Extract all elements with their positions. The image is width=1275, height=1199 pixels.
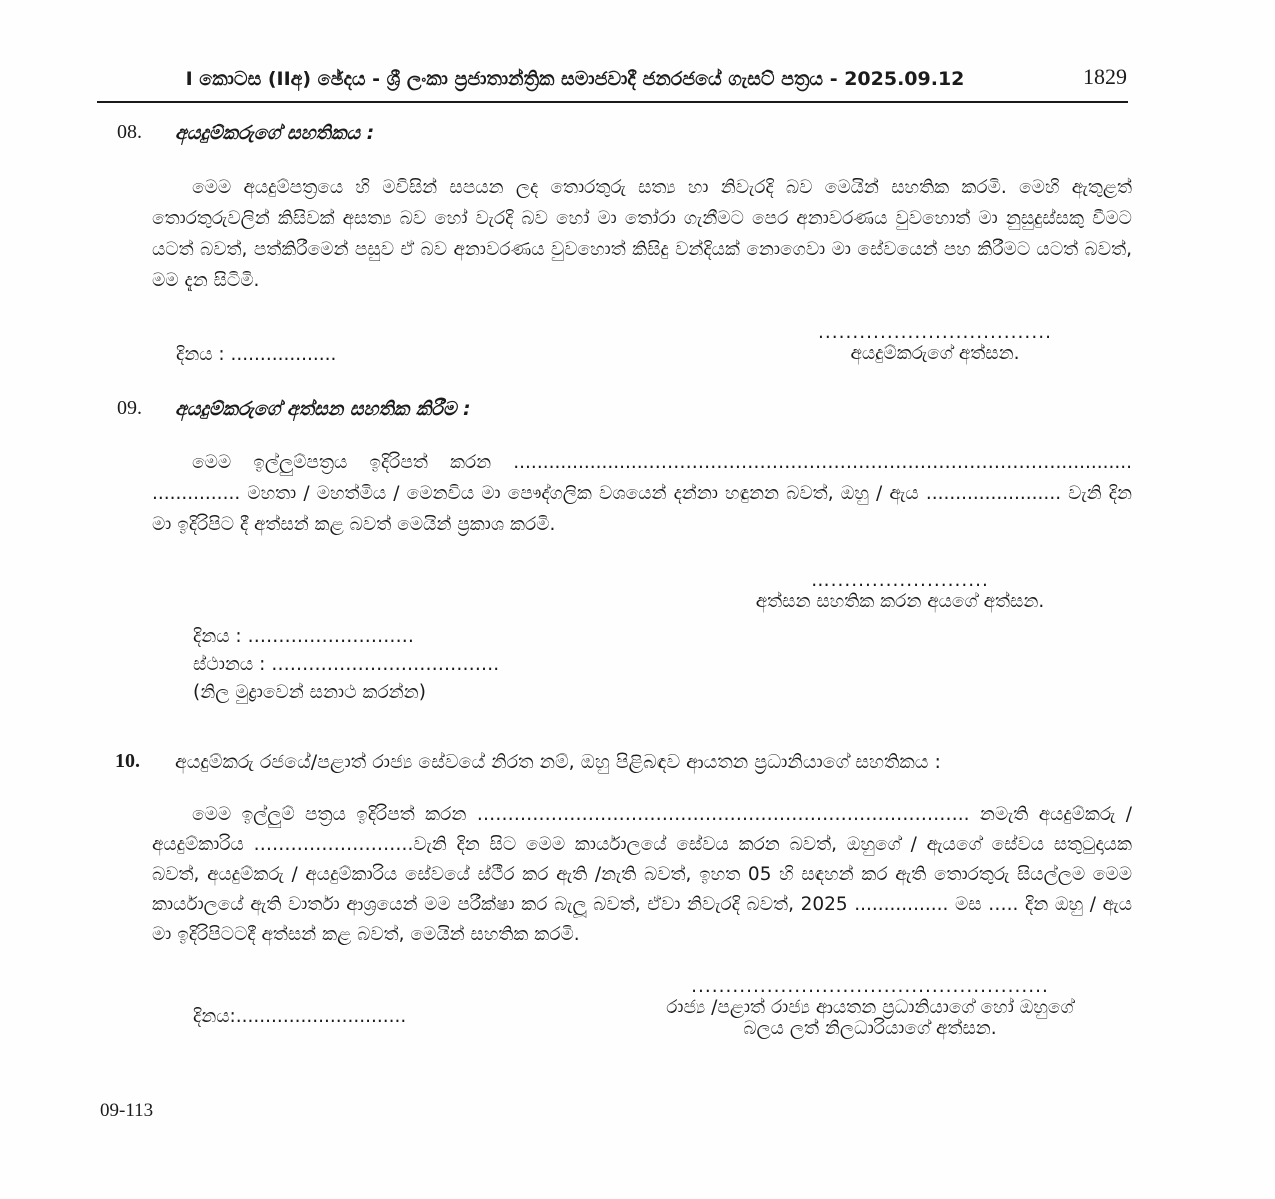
section-08-number: 08. [117,121,142,143]
notice-code: 09-113 [100,1100,154,1121]
applicant-signature-block [805,322,1065,364]
witness-signature-label: අත්සන සහතික කරන අයගේ අත්සන. [755,591,1045,612]
institution-head-signature-line1: රාජ්‍ය /පළාත් රාජ්‍ය ආයතන ප්‍රධානියාගේ හෝ ඔහුගේ [666,997,1074,1018]
section-10-heading: අයදුම්කරු රජයේ/පළාත් රාජ්‍ය සේවයේ නිරත නම්, ඔහු පිළිබඳව ආයතන ප්‍රධානියාගේ සහතිකය : [175,751,941,773]
section-08-body: මෙම අයදුම්පත්‍රයෙ හි මවිසින් සපයන ලද තොරතුරු සත්‍ය හා නිවැරදි බව මෙයින් සහතික කරමි. මෙහි ඇතුළත් තොරතුරුවලින් කිසිවක් අසත්‍ය බව හෝ වැරදි බව හෝ මා තෝරා ගැනීමට පෙර අනාවරණය වුවහොත් මා නුසුදුස්සකු වීමට යටත් බවත්, පත්කිරීමෙන් පසුව ඒ බව අනාවරණය වුවහොත් කිසිදු වන්දියක් නොගෙවා මා සේවයෙන් පහ කිරීමට යටත් බවත්, මම දැන සිටිමි. [152,177,1132,291]
institution-head-signature-dots: .................................................... [691,976,1049,997]
institution-head-signature-line2: බලය ලත් නිලධාරියාගේ අත්සන. [743,1018,997,1039]
section-10-body: මෙම ඉල්ලුම් පත්‍රය ඉදිරිපත් කරන …………………………………………………………………….. නමැති අයදුම්කරු / අයදුම්කාරිය ……………………..වැනි දින සිට මෙම කාර්යාලයේ සේවය කරන බවත්, ඔහුගේ / ඇයගේ සේවය සතුටුදායක බවත්, අයදුම්කරු / අයදුම්කාරිය සේවයේ ස්ථීර කර ඇති /නැති බවත්, ඉහත 05 හි සඳහන් කර ඇති තොරතුරු සියල්ලම මෙම කාර්යාලයේ ඇති වාර්තා ආශ්‍රයෙන් මම පරීක්ෂා කර බැලූ බවත්, ඒවා නිවැරදි බවත්, 2025 ................ මස ….. දින ඔහු / ඇය මා ඉදිරිපිටටදී අත්සන් කළ බවත්, මෙයින් සහතික කරමි. [152,804,1132,945]
page-header-title: I කොටස (IIඅ) ඡේදය - ශ්‍රී ලංකා ප්‍රජාතාන්ත්‍රික සමාජවාදී ජනරජයේ ගැසට් පත්‍රය - 2025.09.12 [185,68,965,90]
institution-head-signature-block [630,976,1110,1039]
applicant-signature-label: අයදුම්කරුගේ අත්සන. [850,343,1020,364]
section-10-date-line: දිනය:............................. [193,1006,407,1027]
header-rule [97,101,1128,103]
section-09-body: මෙම ඉල්ලුම්පත්‍රය ඉදිරිපත් කරන .......................…………………………………………………………............. ............... මහතා / මහත්මිය / මෙනවිය මා පෞද්ගලික වශයෙන් දන්නා හඳුනන බවත්, ඔහු / ඇය ....................... වැනි දින මා ඉදිරිපිට දී අත්සන් කළ බවත් මෙයින් ප්‍රකාශ කරමි. [152,452,1132,535]
witness-signature-block [735,570,1065,612]
section-09-heading: අයදුම්කරුගේ අත්සන සහතික කිරීම : [175,398,471,420]
witness-signature-dots: …....................... [811,570,989,591]
section-08-date-line: දිනය : .................. [176,344,337,365]
section-09-place-line: ස්ථානය : ………………………………. [193,654,500,675]
section-09-number: 09. [117,397,142,419]
section-09-seal-note: (නිල මුද්‍රාවෙන් සනාථ කරන්න) [193,682,426,703]
section-10-number: 10. [115,750,140,772]
page-number: 1829 [1083,64,1127,89]
section-08-heading: අයදුම්කරුගේ සහතිකය : [175,122,375,144]
section-09-date-line: දිනය : ……………………… [193,626,415,647]
applicant-signature-dots: .................................. [818,322,1052,343]
